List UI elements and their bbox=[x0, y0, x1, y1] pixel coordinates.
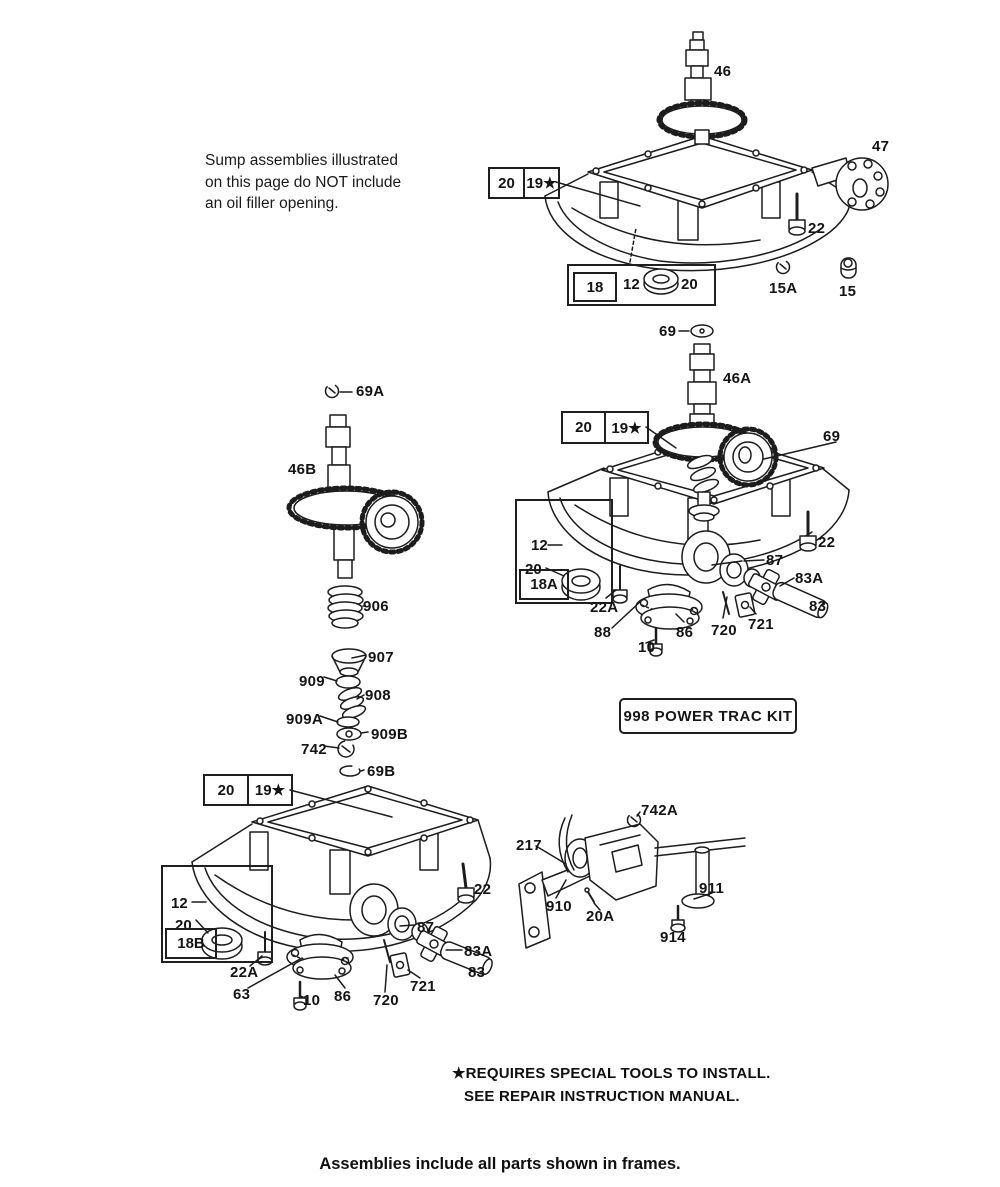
part-label-22-top: 22 bbox=[808, 220, 826, 237]
part-label-83-mid: 83 bbox=[809, 598, 827, 615]
special-tools-footnote bbox=[452, 1062, 771, 1108]
part-label-69-top: 69 bbox=[659, 323, 677, 340]
frame-mid-seal bbox=[515, 499, 613, 604]
part-label-720-mid: 720 bbox=[711, 622, 737, 639]
part-label-22a-mid: 22A bbox=[590, 599, 619, 616]
screw-22a-mid-drawing bbox=[613, 566, 627, 603]
part-label-15: 15 bbox=[839, 283, 857, 300]
pin-20a-drawing bbox=[585, 888, 594, 902]
power-trac-kit-box: 998 POWER TRAC KIT bbox=[619, 698, 797, 734]
footnote-line: SEE REPAIR INSTRUCTION MANUAL. bbox=[464, 1088, 740, 1105]
part-label-10-mid: 10 bbox=[638, 639, 656, 656]
part-label-86-mid: 86 bbox=[676, 624, 694, 641]
frame-cell: 20 bbox=[575, 419, 592, 436]
part-label-83a-mid: 83A bbox=[795, 570, 824, 587]
frame-cell: 20 bbox=[681, 276, 698, 293]
part-label-69a: 69A bbox=[356, 383, 385, 400]
frame-top-cam bbox=[488, 167, 560, 199]
part-label-22a-bottom: 22A bbox=[230, 964, 259, 981]
part-label-15a: 15A bbox=[769, 280, 798, 297]
part-label-10-bottom: 10 bbox=[303, 992, 321, 1009]
part-label-46: 46 bbox=[714, 63, 732, 80]
frame-cell: 18A bbox=[519, 569, 569, 600]
part-label-22-mid: 22 bbox=[818, 534, 836, 551]
part-label-742a: 742A bbox=[641, 802, 679, 819]
frame-cell: 20 bbox=[217, 781, 235, 799]
frame-bottom-seal bbox=[161, 865, 273, 963]
part-label-22-bottom: 22 bbox=[474, 881, 492, 898]
frame-top-seal bbox=[567, 264, 716, 306]
frame-cell: 12 bbox=[171, 895, 188, 912]
part-label-86-bottom: 86 bbox=[334, 988, 352, 1005]
part-label-721-mid: 721 bbox=[748, 616, 774, 633]
washer-69-top-drawing bbox=[691, 325, 713, 337]
part-label-720-bottom: 720 bbox=[373, 992, 399, 1009]
frame-cell: 20 bbox=[175, 917, 192, 934]
part-label-909a: 909A bbox=[286, 711, 324, 728]
part-label-47: 47 bbox=[872, 138, 890, 155]
note-line: an oil filler opening. bbox=[205, 195, 339, 212]
frame-cell: 12 bbox=[623, 276, 640, 293]
frame-cell: 12 bbox=[531, 537, 548, 554]
frame-cell: 19★ bbox=[247, 776, 291, 804]
frame-cell: 19★ bbox=[604, 413, 647, 442]
part-label-69b: 69B bbox=[367, 763, 396, 780]
part-label-83-bottom: 83 bbox=[468, 964, 486, 981]
clip-721-bottom-drawing bbox=[390, 953, 410, 978]
frame-cell: 20 bbox=[525, 561, 542, 578]
part-label-911: 911 bbox=[699, 880, 725, 897]
frame-bottom-cam bbox=[203, 774, 293, 806]
clip-15a-icon bbox=[777, 261, 790, 274]
footer-caption: Assemblies include all parts shown in frames. bbox=[319, 1155, 681, 1173]
pickup-86-mid-drawing bbox=[636, 584, 702, 629]
part-label-906: 906 bbox=[363, 598, 389, 615]
frame-cell: 20 bbox=[498, 174, 515, 192]
part-label-914: 914 bbox=[660, 929, 686, 946]
clip-742a-icon bbox=[628, 814, 641, 827]
governor-stack-drawing bbox=[332, 649, 367, 776]
part-label-908: 908 bbox=[365, 687, 391, 704]
part-label-87-bottom: 87 bbox=[417, 919, 435, 936]
part-label-721-bottom: 721 bbox=[410, 978, 436, 995]
pin-15-icon bbox=[841, 258, 856, 278]
part-label-20a: 20A bbox=[586, 908, 615, 925]
clip-69a-icon bbox=[326, 385, 339, 398]
part-label-46b: 46B bbox=[288, 461, 317, 478]
part-label-909b: 909B bbox=[371, 726, 409, 743]
part-label-909: 909 bbox=[299, 673, 325, 690]
camshaft-46-drawing bbox=[659, 32, 745, 144]
part-label-83a-bottom: 83A bbox=[464, 943, 493, 960]
part-label-46a: 46A bbox=[723, 370, 752, 387]
part-label-87-mid: 87 bbox=[766, 552, 784, 569]
footnote-line: ★REQUIRES SPECIAL TOOLS TO INSTALL. bbox=[452, 1065, 771, 1082]
part-label-88: 88 bbox=[594, 624, 612, 641]
part-label-907: 907 bbox=[368, 649, 394, 666]
clip-721-mid-drawing bbox=[735, 593, 755, 618]
note-line: Sump assemblies illustrated bbox=[205, 152, 398, 169]
part-label-217: 217 bbox=[516, 837, 542, 854]
part-label-910: 910 bbox=[546, 898, 572, 915]
part-label-742: 742 bbox=[301, 741, 327, 758]
intro-note bbox=[205, 150, 401, 215]
frame-cell: 19★ bbox=[523, 169, 558, 197]
worm-906-drawing bbox=[328, 586, 363, 628]
note-line: on this page do NOT include bbox=[205, 173, 402, 191]
part-label-63: 63 bbox=[233, 986, 251, 1003]
frame-cell: 18B bbox=[165, 928, 217, 959]
part-label-69-right: 69 bbox=[823, 428, 841, 445]
frame-cell: 18 bbox=[573, 272, 617, 302]
frame-mid-cam bbox=[561, 411, 649, 444]
